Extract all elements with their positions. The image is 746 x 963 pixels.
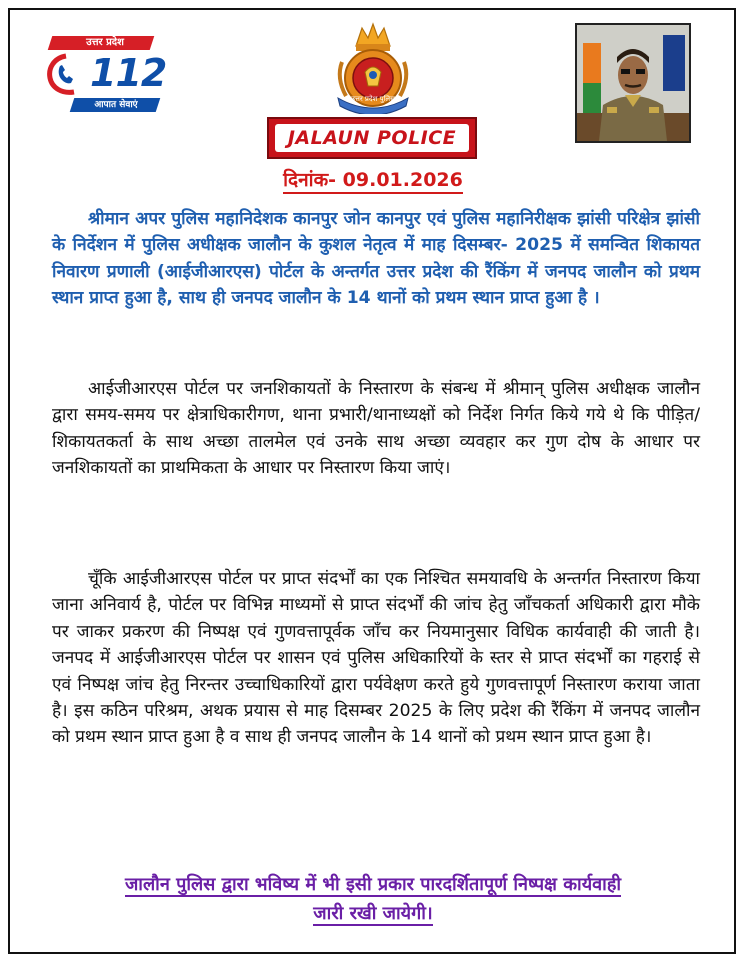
logo-number: 112 <box>90 51 167 95</box>
date-text: दिनांक- 09.01.2026 <box>283 169 463 194</box>
officer-photo-icon <box>577 25 689 141</box>
up112-logo <box>44 36 168 114</box>
title-plate-inner <box>275 124 469 152</box>
page-title: JALAUN POLICE <box>287 127 457 149</box>
date-line <box>0 166 746 192</box>
officer-photo <box>575 23 691 143</box>
logo-bottom-text: आपात सेवाएं <box>94 100 138 110</box>
closing-line-1: जालौन पुलिस द्वारा भविष्य में भी इसी प्रकार पारदर्शितापूर्ण निष्पक्ष कार्यवाही <box>124 874 622 895</box>
paragraph-3: चूँकि आईजीआरएस पोर्टल पर प्राप्त संदर्भों का एक निश्चित समयावधि के अन्तर्गत निस्तारण किया जाना अनिवार्य है, पोर्टल पर विभिन्न माध्यमों से प्राप्त संदर्भों की जांच हेतु जाँचकर्ता अधिकारी द्वारा मौके पर जाकर प्रकरण की निष्पक्ष एवं गुणवत्तापूर्वक जाँच कर नियमानुसार विधिक कार्यवाही की जाती है। जनपद में आईजीआरएस पोर्टल पर शासन एवं पुलिस अधिकारियों के स्तर से प्राप्त संदर्भों का गहराई से एवं निष्पक्ष जांच हेतु निरन्तर उच्चाधिकारियों द्वारा पर्यवेक्षण करते हुये गुणवत्तापूर्ण निस्तारण कराया जाता है। इस कठिन परिश्रम, अथक प्रयास से माह दिसम्बर 2025 के लिए प्रदेश की रैंकिंग में जनपद जालौन को प्रथम स्थान प्राप्त हुआ है व साथ ही जनपद जालौन के 14 थानों को प्रथम स्थान प्राप्त हुआ है। <box>52 569 700 748</box>
closing-line-2: जारी रखी जायेगी। <box>313 903 433 924</box>
phone-icon <box>44 52 92 96</box>
emblem-text: उत्तर प्रदेश पुलिस <box>351 95 395 103</box>
closing-statement <box>40 870 706 928</box>
paragraph-2: आईजीआरएस पोर्टल पर जनशिकायतों के निस्तारण के संबन्ध में श्रीमान् पुलिस अधीक्षक जालौन द्वारा समय-समय पर क्षेत्राधिकारीगण, थाना प्रभारी/थानाध्यक्षों को निर्देश निर्गत किये गये थे कि पीड़ित/शिकायतकर्ता के साथ अच्छा तालमेल एवं उनके साथ अच्छा व्यवहार कर गुण दोष के आधार पर जनशिकायतों का प्राथमिकता के आधार पर निस्तारण किया जाएं। <box>52 379 700 479</box>
paragraph-1: श्रीमान अपर पुलिस महानिदेशक कानपुर जोन कानपुर एवं पुलिस महानिरीक्षक झांसी परिक्षेत्र झांसी के निर्देशन में पुलिस अधीक्षक जालौन के कुशल नेतृत्व में माह दिसम्बर- 2025 में समन्वित शिकायत निवारण प्रणाली (आईजीआरएस) पोर्टल के अन्तर्गत उत्तर प्रदेश की रैंकिंग में जनपद जालौन को प्रथम स्थान प्राप्त हुआ है, साथ ही जनपद जालौन के 14 थानों को प्रथम स्थान प्राप्त हुआ है । <box>52 209 700 309</box>
title-plate <box>267 117 477 159</box>
logo-top-text: उत्तर प्रदेश <box>86 37 124 48</box>
